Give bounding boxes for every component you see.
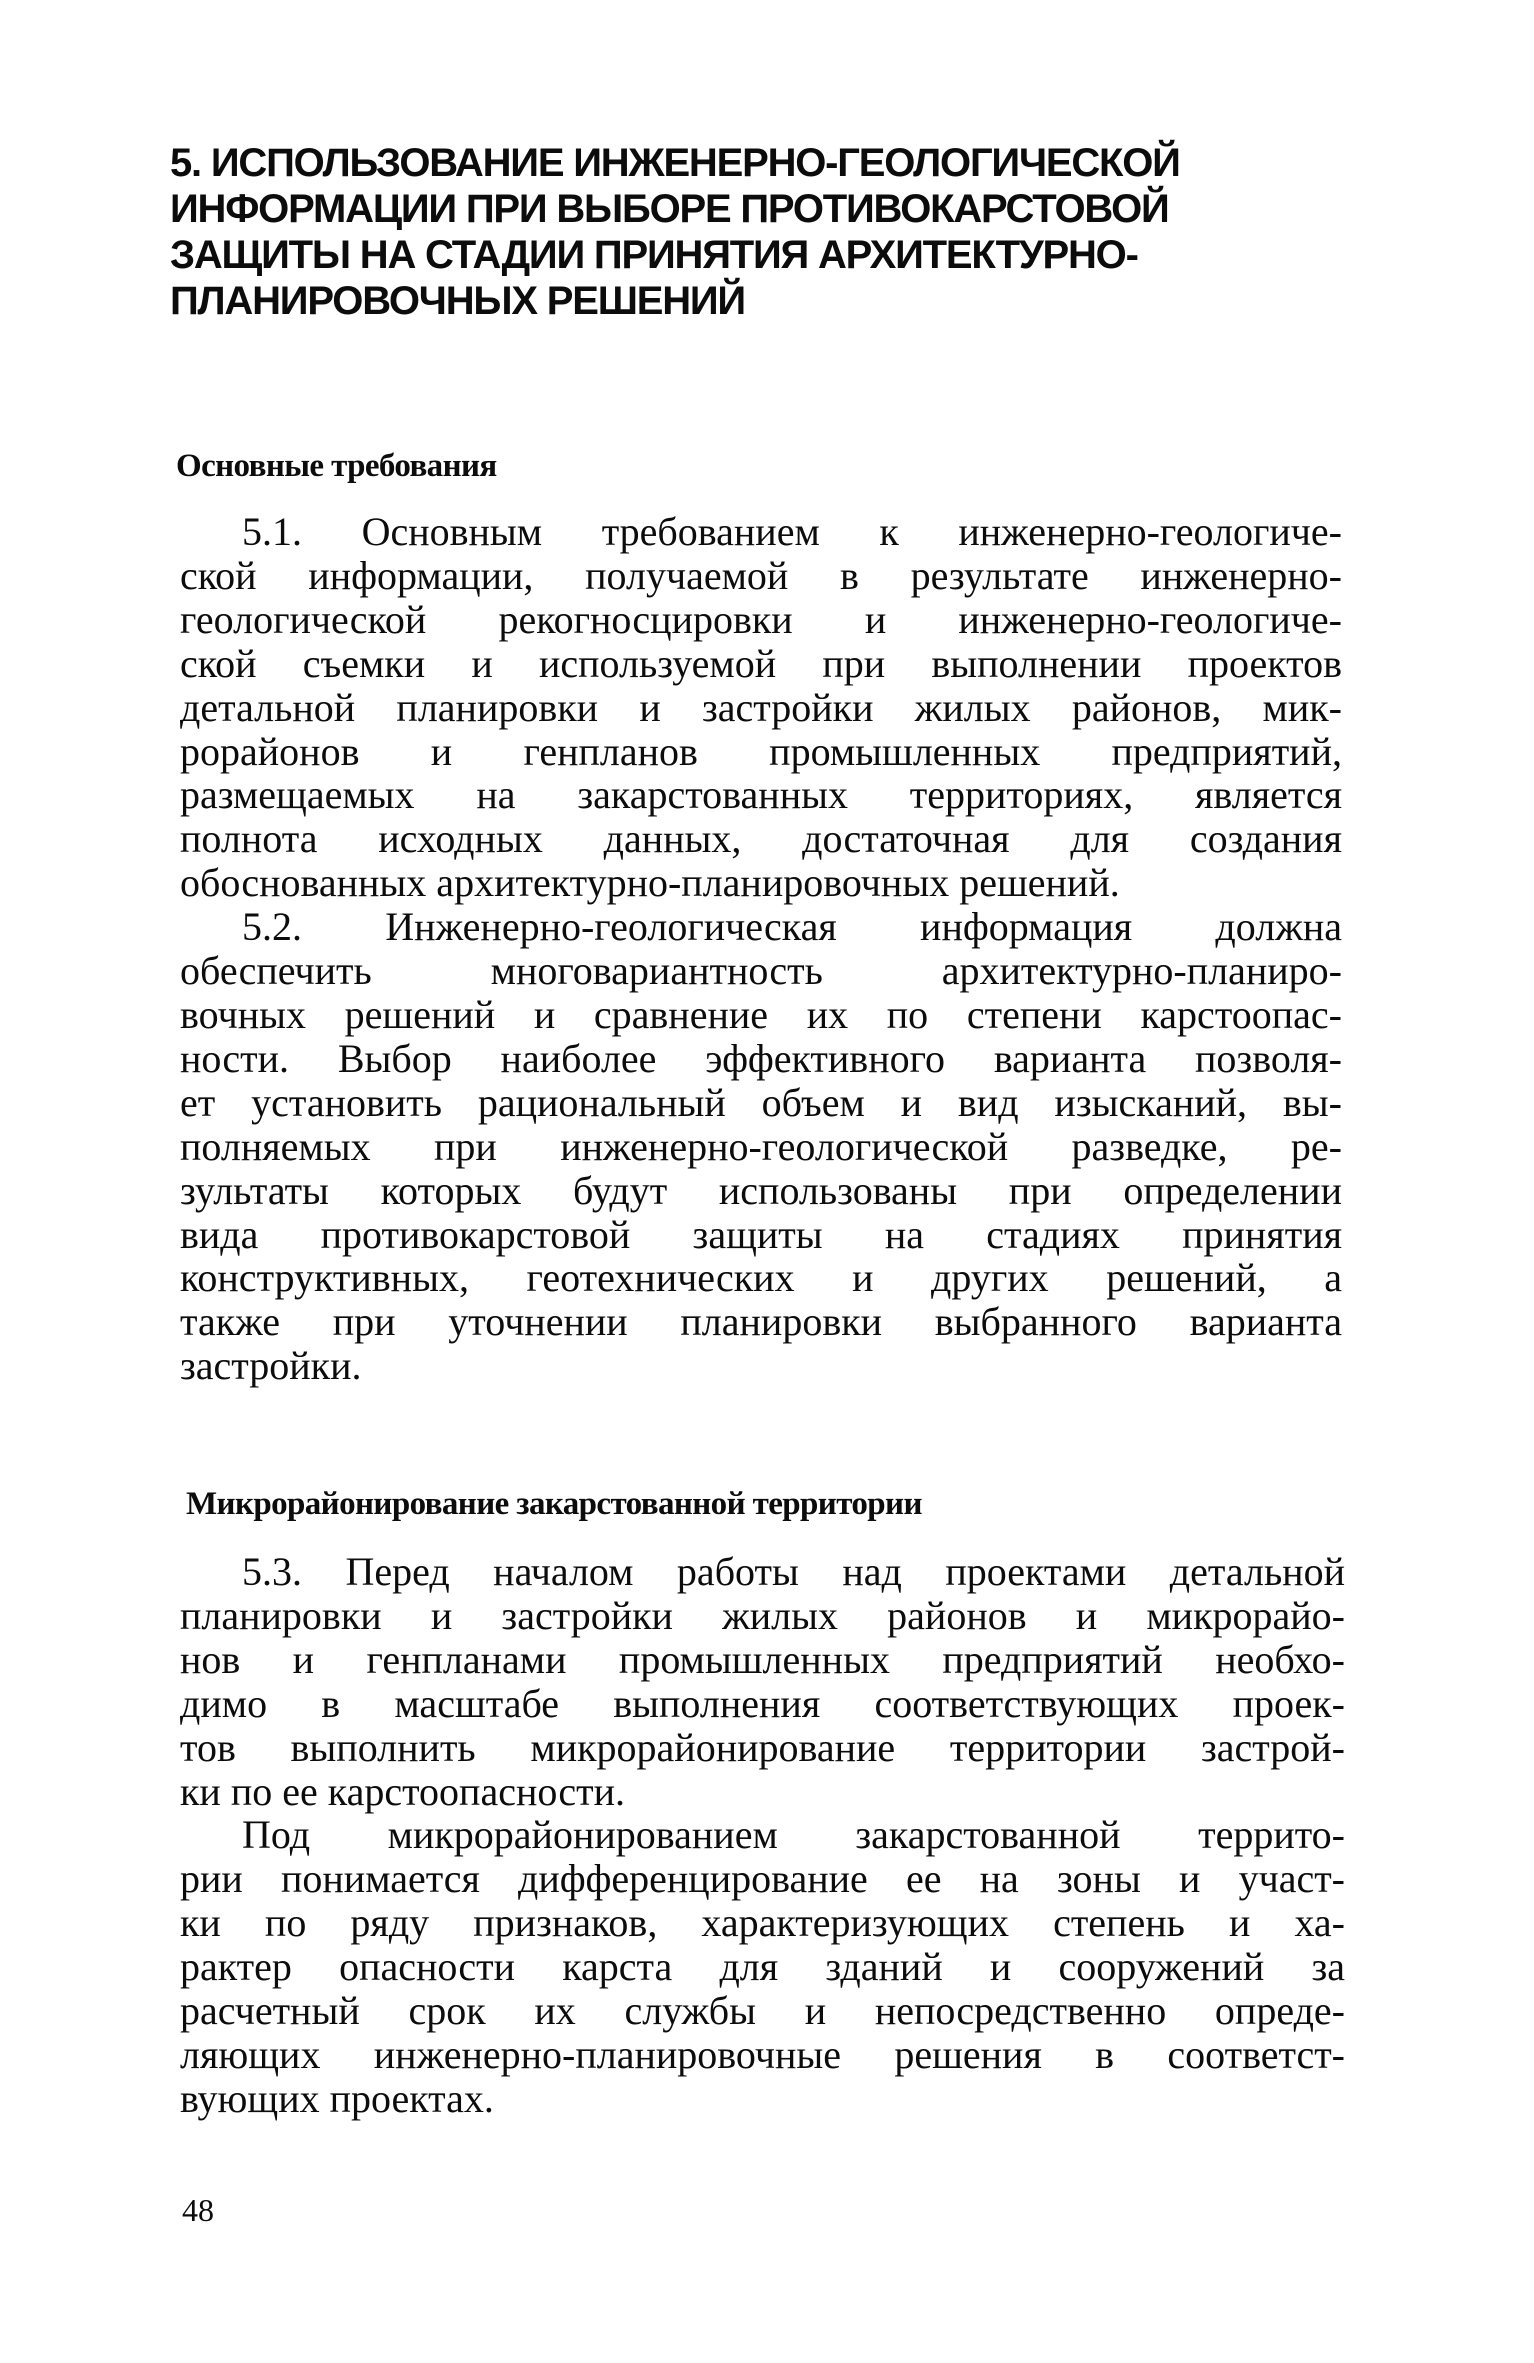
text-line: зультаты которых будут использованы при определении: [180, 1167, 1342, 1213]
paragraph-microzoning-definition: [180, 1813, 1345, 2120]
text-line: ности. Выбор наиболее эффективного варианта позволя-: [180, 1035, 1342, 1081]
text-line: вующих проектах.: [180, 2075, 494, 2121]
text-line: застройки.: [180, 1343, 362, 1389]
section-heading-basic-requirements: Основные требования: [176, 448, 497, 484]
section-heading-microzoning: Микрорайонирование закарстованной территории: [186, 1486, 922, 1522]
text-line: расчетный срок их службы и непосредственно опреде-: [180, 1988, 1345, 2034]
text-line: рии понимается дифференцирование ее на зоны и участ-: [180, 1856, 1345, 1902]
text-line: полняемых при инженерно-геологической разведке, ре-: [180, 1123, 1342, 1169]
text-line: планировки и застройки жилых районов и микрорайо-: [180, 1592, 1345, 1638]
text-line: обоснованных архитектурно-планировочных решений.: [180, 860, 1120, 906]
chapter-title-line: 5. ИСПОЛЬЗОВАНИЕ ИНЖЕНЕРНО-ГЕОЛОГИЧЕСКОЙ: [170, 141, 1180, 185]
chapter-title-line: ПЛАНИРОВОЧНЫХ РЕШЕНИЙ: [170, 279, 745, 323]
paragraph-5-2: [180, 905, 1342, 1388]
text-line: обеспечить многовариантность архитектурно-планиро-: [180, 948, 1342, 994]
text-line: также при уточнении планировки выбранного варианта: [180, 1299, 1342, 1345]
chapter-title: [170, 140, 1370, 324]
text-line: 5.2. Инженерно-геологическая информация должна: [242, 904, 1342, 950]
text-line: ки по ряду признаков, характеризующих степень и ха-: [180, 1900, 1345, 1946]
paragraph-5-3: [180, 1550, 1345, 1813]
section-body-microzoning: [180, 1550, 1345, 2121]
text-line: геологической рекогносцировки и инженерно-геологиче-: [180, 596, 1342, 642]
text-line: полнота исходных данных, достаточная для создания: [180, 816, 1342, 862]
text-line: размещаемых на закарстованных территориях, является: [180, 772, 1342, 818]
text-line: вочных решений и сравнение их по степени карстоопас-: [180, 991, 1342, 1037]
text-line: тов выполнить микрорайонирование территории застрой-: [180, 1724, 1345, 1770]
text-line: нов и генпланами промышленных предприятий необхо-: [180, 1636, 1345, 1682]
text-line: 5.3. Перед началом работы над проектами детальной: [242, 1549, 1345, 1594]
section-body-basic-requirements: [180, 510, 1342, 1388]
text-line: ки по ее карстоопасности.: [180, 1768, 625, 1814]
chapter-title-line: ИНФОРМАЦИИ ПРИ ВЫБОРЕ ПРОТИВОКАРСТОВОЙ: [170, 187, 1169, 231]
text-line: ской информации, получаемой в результате инженерно-: [180, 552, 1342, 598]
text-line: ет установить рациональный объем и вид изысканий, вы-: [180, 1079, 1342, 1125]
text-line: рорайонов и генпланов промышленных предприятий,: [180, 728, 1342, 774]
text-line: ляющих инженерно-планировочные решения в соответст-: [180, 2031, 1345, 2077]
text-line: ской съемки и используемой при выполнении проектов: [180, 640, 1342, 686]
paragraph-5-1: [180, 510, 1342, 905]
text-line: Под микрорайонированием закарстованной террито-: [242, 1812, 1345, 1858]
text-line: димо в масштабе выполнения соответствующих проек-: [180, 1680, 1345, 1726]
text-line: вида противокарстовой защиты на стадиях принятия: [180, 1211, 1342, 1257]
text-line: рактер опасности карста для зданий и сооружений за: [180, 1944, 1345, 1990]
text-line: 5.1. Основным требованием к инженерно-геологиче-: [242, 509, 1342, 554]
chapter-title-line: ЗАЩИТЫ НА СТАДИИ ПРИНЯТИЯ АРХИТЕКТУРНО-: [170, 233, 1138, 277]
page-number: 48: [182, 2192, 214, 2228]
text-line: детальной планировки и застройки жилых районов, мик-: [180, 684, 1342, 730]
text-line: конструктивных, геотехнических и других решений, а: [180, 1255, 1342, 1301]
